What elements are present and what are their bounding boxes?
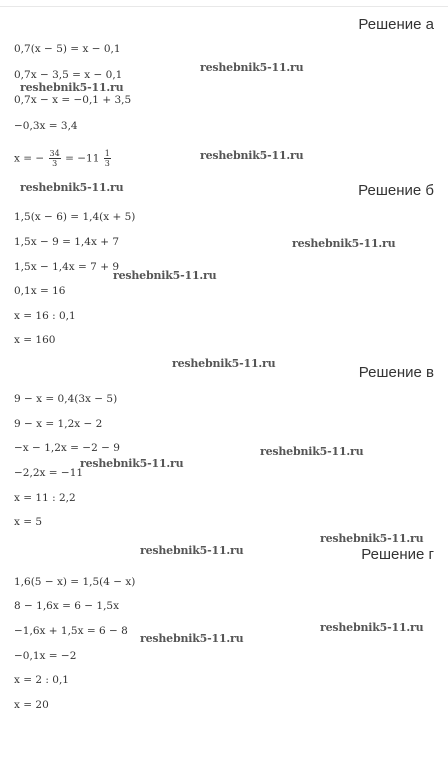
fraction-denominator: 3 bbox=[104, 159, 110, 168]
equation-a-5 bbox=[14, 149, 112, 168]
equation-g-1: 1,6(5 − x) = 1,5(4 − x) bbox=[14, 576, 136, 588]
watermark: reshebnik5-11.ru bbox=[200, 149, 304, 162]
equation-v-5: x = 11 : 2,2 bbox=[14, 492, 76, 504]
watermark: reshebnik5-11.ru bbox=[200, 61, 304, 74]
equation-b-4: 0,1x = 16 bbox=[14, 285, 66, 297]
watermark: reshebnik5-11.ru bbox=[292, 237, 396, 250]
equation-a-3: 0,7x − x = −0,1 + 3,5 bbox=[14, 94, 132, 106]
watermark: reshebnik5-11.ru bbox=[80, 457, 184, 470]
equation-v-6: x = 5 bbox=[14, 516, 43, 528]
watermark: reshebnik5-11.ru bbox=[172, 357, 276, 370]
watermark: reshebnik5-11.ru bbox=[140, 632, 244, 645]
equation-b-6: x = 160 bbox=[14, 334, 56, 346]
watermark: reshebnik5-11.ru bbox=[20, 81, 124, 94]
equation-a-2: 0,7x − 3,5 = x − 0,1 bbox=[14, 69, 123, 81]
equation-b-3: 1,5x − 1,4x = 7 + 9 bbox=[14, 261, 120, 273]
equation-b-2: 1,5x − 9 = 1,4x + 7 bbox=[14, 236, 120, 248]
equation-a-4: −0,3x = 3,4 bbox=[14, 120, 78, 132]
equation-a-5-mid: = −11 bbox=[65, 152, 100, 165]
equation-v-1: 9 − x = 0,4(3x − 5) bbox=[14, 393, 118, 405]
equation-g-6: x = 20 bbox=[14, 699, 49, 711]
equation-v-2: 9 − x = 1,2x − 2 bbox=[14, 418, 103, 430]
watermark: reshebnik5-11.ru bbox=[320, 532, 424, 545]
watermark: reshebnik5-11.ru bbox=[320, 621, 424, 634]
watermark: reshebnik5-11.ru bbox=[140, 544, 244, 557]
fraction-denominator: 3 bbox=[52, 159, 58, 168]
fraction-34-3 bbox=[49, 149, 61, 168]
equation-g-2: 8 − 1,6x = 6 − 1,5x bbox=[14, 600, 120, 612]
equation-a-1: 0,7(x − 5) = x − 0,1 bbox=[14, 43, 121, 55]
equation-v-4: −2,2x = −11 bbox=[14, 467, 84, 479]
equation-b-5: x = 16 : 0,1 bbox=[14, 310, 76, 322]
top-divider bbox=[0, 0, 448, 7]
watermark: reshebnik5-11.ru bbox=[260, 445, 364, 458]
fraction-1-3 bbox=[104, 149, 111, 168]
fraction-numerator: 1 bbox=[104, 149, 110, 158]
equation-b-1: 1,5(x − 6) = 1,4(x + 5) bbox=[14, 211, 136, 223]
heading-solution-a: Решение а bbox=[358, 16, 434, 33]
equation-g-3: −1,6x + 1,5x = 6 − 8 bbox=[14, 625, 128, 637]
fraction-numerator: 34 bbox=[49, 149, 60, 158]
heading-solution-v: Решение в bbox=[358, 364, 434, 381]
heading-solution-g: Решение г bbox=[361, 546, 434, 563]
watermark: reshebnik5-11.ru bbox=[113, 269, 217, 282]
equation-a-5-lhs: x = − bbox=[14, 152, 45, 165]
equation-g-4: −0,1x = −2 bbox=[14, 650, 77, 662]
heading-solution-b: Решение б bbox=[358, 182, 434, 199]
watermark: reshebnik5-11.ru bbox=[20, 181, 124, 194]
equation-v-3: −x − 1,2x = −2 − 9 bbox=[14, 442, 120, 454]
equation-g-5: x = 2 : 0,1 bbox=[14, 674, 69, 686]
